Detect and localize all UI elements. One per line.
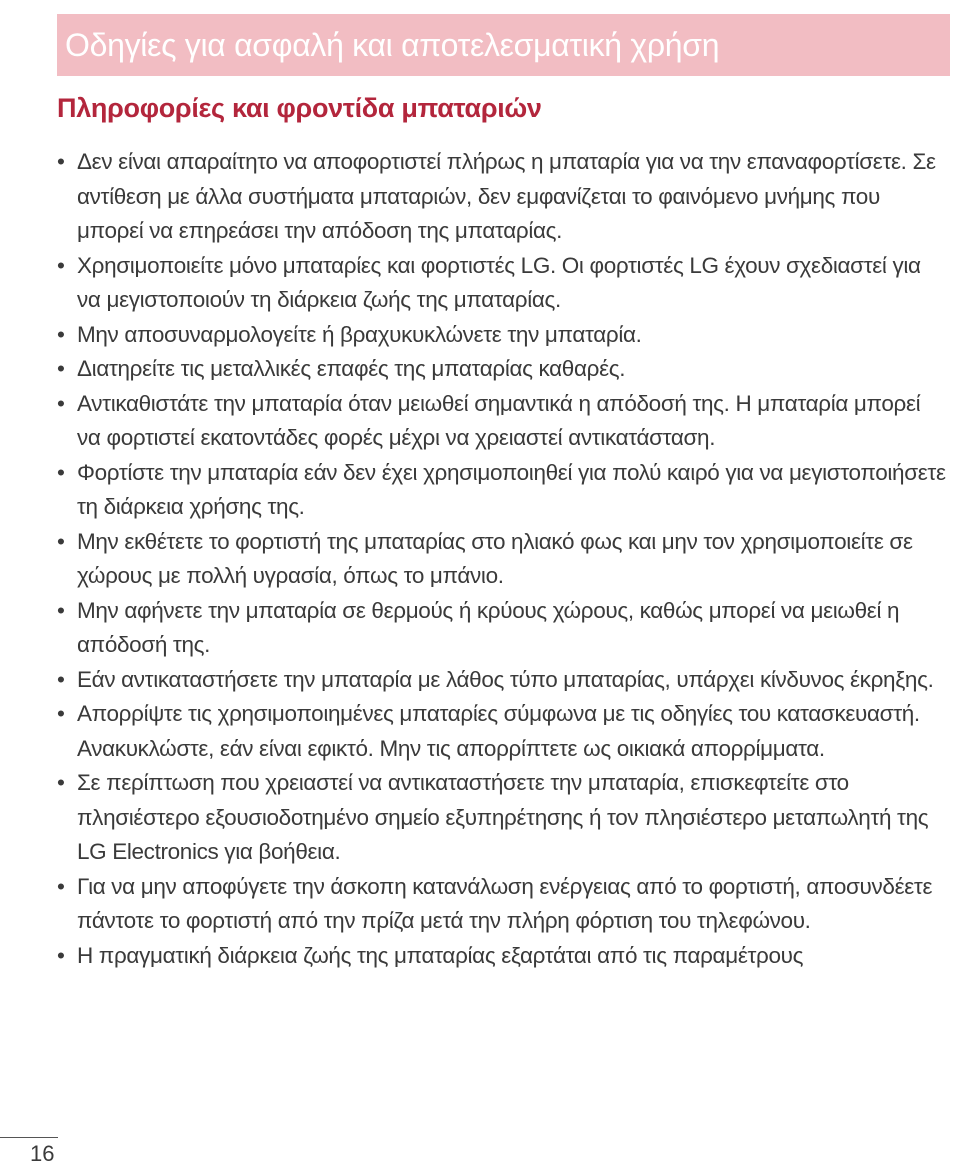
list-item-text: Δεν είναι απαραίτητο να αποφορτιστεί πλήρως η μπαταρία για να την επαναφορτίσετε. Σε αντίθεση με άλλα συστήματα μπαταριών, δεν εμφανίζεται το φαινόμενο μνήμης που μπορεί να επηρεάσει την απόδοση της μπαταρίας.: [77, 149, 936, 243]
section-heading: Πληροφορίες και φροντίδα μπαταριών: [57, 93, 542, 123]
bullet-icon: •: [57, 390, 65, 416]
list-item-text: Απορρίψτε τις χρησιμοποιημένες μπαταρίες σύμφωνα με τις οδηγίες του κατασκευαστή. Ανακυκλώστε, εάν είναι εφικτό. Μην τις απορρίπτετε ως οικιακά απορρίμματα.: [77, 701, 920, 761]
list-item-text: Η πραγματική διάρκεια ζωής της μπαταρίας εξαρτάται από τις παραμέτρους: [77, 942, 804, 968]
list-item: [57, 766, 947, 870]
bullet-icon: •: [57, 356, 65, 381]
list-item: [57, 249, 947, 318]
list-item-text: Μην αποσυναρμολογείτε ή βραχυκυκλώνετε την μπαταρία.: [77, 321, 642, 347]
list-item-text: Σε περίπτωση που χρειαστεί να αντικαταστήσετε την μπαταρία, επισκεφτείτε στο πλησιέστερο εξουσιοδοτημένο σημείο εξυπηρέτησης ή τον πλησιέστερο μεταπωλητή της LG Electronics για βοήθεια.: [77, 770, 929, 864]
list-item: [57, 870, 947, 939]
bullet-icon: •: [57, 666, 65, 692]
page-number: 16: [30, 1141, 55, 1166]
list-item-text: Μην εκθέτετε το φορτιστή της μπαταρίας στο ηλιακό φως και μην τον χρησιμοποιείτε σε χώρους με πολλή υγρασία, όπως το μπάνιο.: [77, 528, 913, 588]
bullet-icon: •: [57, 597, 65, 623]
bullet-icon: •: [57, 459, 65, 485]
page-title: Οδηγίες για ασφαλή και αποτελεσματική χρήση: [65, 27, 720, 63]
bullet-icon: •: [57, 321, 65, 347]
list-item-text: Χρησιμοποιείτε μόνο μπαταρίες και φορτιστές LG. Οι φορτιστές LG έχουν σχεδιαστεί για να μεγιστοποιούν τη διάρκεια ζωής της μπαταρίας.: [77, 252, 921, 312]
list-item: [57, 318, 947, 353]
bullet-list: [57, 145, 947, 973]
list-item: [57, 594, 947, 663]
list-item: [57, 697, 947, 766]
bullet-icon: •: [57, 149, 65, 174]
list-item: [57, 387, 947, 456]
list-item: [57, 456, 947, 525]
list-item: [57, 352, 947, 387]
list-item-text: Φορτίστε την μπαταρία εάν δεν έχει χρησιμοποιηθεί για πολύ καιρό για να μεγιστοποιήσετε τη διάρκεια χρήσης της.: [77, 459, 946, 519]
list-item-text: Διατηρείτε τις μεταλλικές επαφές της μπαταρίας καθαρές.: [77, 356, 626, 381]
list-item: [57, 145, 947, 249]
title-banner: [57, 14, 950, 76]
bullet-icon: •: [57, 942, 65, 968]
bullet-icon: •: [57, 528, 65, 554]
bullet-icon: •: [57, 701, 65, 726]
list-item: [57, 939, 947, 974]
bullet-icon: •: [57, 873, 65, 899]
list-item: [57, 663, 947, 698]
list-item-text: Για να μην αποφύγετε την άσκοπη κατανάλωση ενέργειας από το φορτιστή, αποσυνδέετε πάντοτε το φορτιστή από την πρίζα μετά την πλήρη φόρτιση του τηλεφώνου.: [77, 873, 933, 933]
bullet-icon: •: [57, 252, 65, 278]
list-item-text: Αντικαθιστάτε την μπαταρία όταν μειωθεί σημαντικά η απόδοσή της. Η μπαταρία μπορεί να φορτιστεί εκατοντάδες φορές μέχρι να χρειαστεί αντικατάσταση.: [77, 390, 921, 450]
bullet-icon: •: [57, 770, 65, 795]
list-item-text: Εάν αντικαταστήσετε την μπαταρία με λάθος τύπο μπαταρίας, υπάρχει κίνδυνος έκρηξης.: [77, 666, 934, 692]
list-item: [57, 525, 947, 594]
list-item-text: Μην αφήνετε την μπαταρία σε θερμούς ή κρύους χώρους, καθώς μπορεί να μειωθεί η απόδοσή της.: [77, 597, 900, 657]
